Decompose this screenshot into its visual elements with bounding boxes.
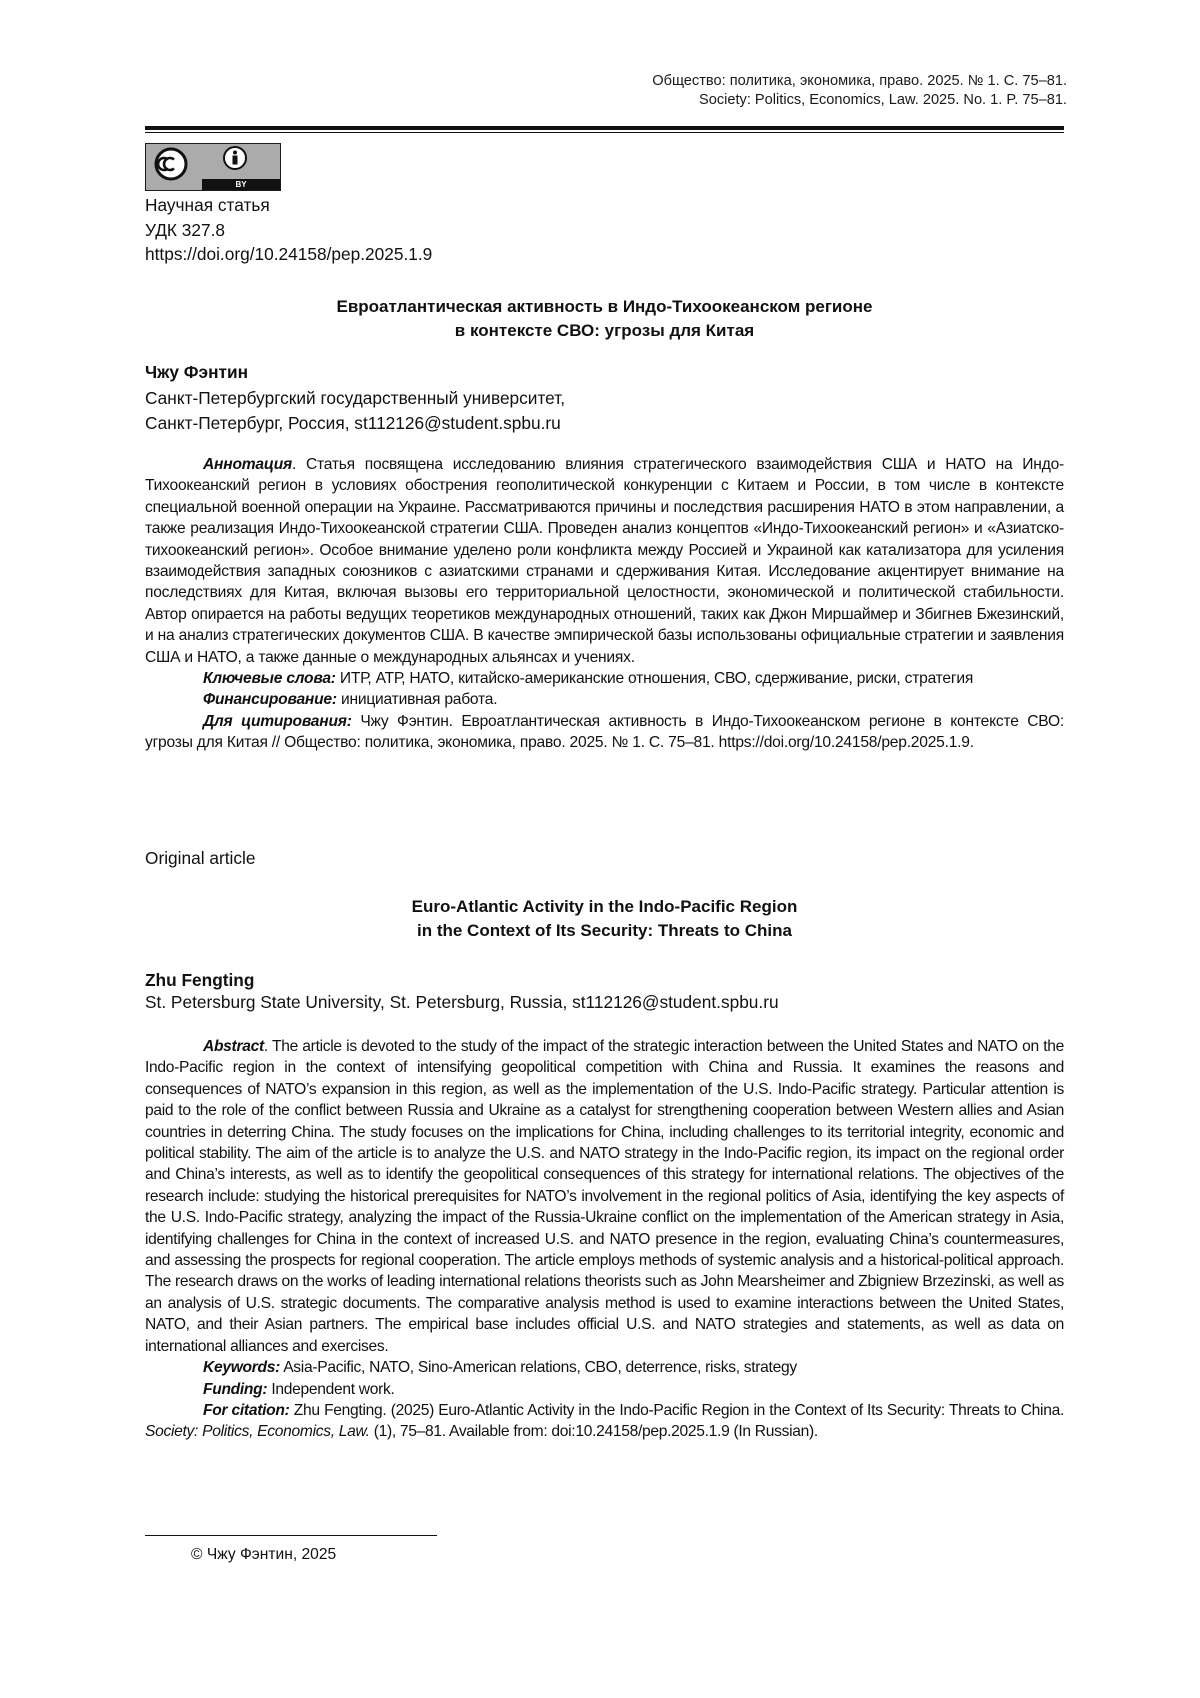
affiliation-ru-line1: Санкт-Петербургский государственный университет, xyxy=(145,388,566,408)
funding-ru-label: Финансирование: xyxy=(203,691,337,709)
keywords-ru-label: Ключевые слова: xyxy=(203,670,336,688)
header-rule-thin xyxy=(145,132,1064,133)
funding-en-label: Funding: xyxy=(203,1380,268,1398)
running-header xyxy=(652,72,1067,110)
keywords-en xyxy=(145,1357,1064,1378)
citation-en xyxy=(145,1400,1064,1443)
cc-icon xyxy=(146,144,282,181)
article-meta xyxy=(145,193,432,267)
by-label: BY xyxy=(202,179,280,190)
title-en-line2: in the Context of Its Security: Threats to China xyxy=(417,920,792,940)
article-type: Научная статья xyxy=(145,195,270,215)
abstract-ru-block xyxy=(145,454,1064,754)
footnote-rule xyxy=(145,1535,437,1536)
citation-ru xyxy=(145,711,1064,754)
citation-en-label: For citation: xyxy=(203,1401,290,1419)
citation-ru-label: Для цитирования: xyxy=(203,712,352,730)
funding-ru xyxy=(145,689,1064,710)
citation-en-text-b: (1), 75–81. Available from: doi:10.24158/pep.2025.1.9 (In Russian). xyxy=(369,1423,818,1441)
affiliation-en-line: St. Petersburg State University, St. Petersburg, Russia, st112126@student.spbu.ru xyxy=(145,992,779,1012)
title-ru-line1: Евроатлантическая активность в Индо-Тихоокеанском регионе xyxy=(336,297,873,316)
keywords-ru-text: ИТР, АТР, НАТО, китайско-американские отношения, СВО, сдерживание, риски, стратегия xyxy=(335,670,974,688)
header-rule-thick xyxy=(145,126,1064,130)
abstract-en-label: Abstract xyxy=(203,1038,264,1055)
funding-en xyxy=(145,1379,1064,1400)
affiliation-en xyxy=(145,990,779,1015)
keywords-en-label: Keywords: xyxy=(203,1359,281,1377)
affiliation-ru xyxy=(145,386,565,435)
journal-line-en: Society: Politics, Economics, Law. 2025. No. 1. P. 75–81. xyxy=(698,92,1067,108)
author-en: Zhu Fengting xyxy=(145,970,255,990)
citation-ru-text: Чжу Фэнтин. Евроатлантическая активность в Индо-Тихоокеанском регионе в контексте СВО: угрозы для Китая // Общество: политика, экономика, право. 2025. № 1. С. 75–81. https://doi.org/10.24158/pep.2025.1.9. xyxy=(145,712,1064,752)
abstract-en-text: . The article is devoted to the study of the impact of the strategic interaction between the United States and NATO on the Indo-Pacific region in the context of intensifying geopolitical competition with China and Russia. It examines the reasons and consequences of NATO’s expansion in this region, as well as the implementation of the U.S. Indo-Pacific strategy. Particular attention is paid to the role of the conflict between Russia and Ukraine as a catalyst for strengthening cooperation between Western allies and Asian countries in deterring China. The study focuses on the implications for China, including challenges to its territorial integrity, economic and political stability. The aim of the article is to analyze the U.S. and NATO strategy in the Indo-Pacific region, its impact on the regional order and China’s interests, as well as to identify the geopolitical consequences of this strategy for international relations. The objectives of the research include: studying the historical prerequisites for NATO’s involvement in the regional politics of Asia, identifying the key aspects of the U.S. Indo-Pacific strategy, analyzing the impact of the Russia-Ukraine conflict on the implementation of the American strategy in Asia, identifying challenges for China in the context of increased U.S. and NATO presence in the region, evaluating China’s countermeasures, and assessing the prospects for regional cooperation. The article employs methods of systemic analysis and a historical-political approach. The research draws on the works of leading international relations theorists such as John Mearsheimer and Zbigniew Brzezinski, as well as an analysis of U.S. strategic documents. The comparative analysis method is used to examine interactions between the United States, NATO, and their Asian partners. The empirical base includes official U.S. and NATO strategies and statements, as well as data on international alliances and exercises. xyxy=(145,1038,1064,1355)
citation-en-journal: Society: Politics, Economics, Law. xyxy=(145,1423,370,1441)
keywords-en-text: Asia-Pacific, NATO, Sino-American relations, CBO, deterrence, risks, strategy xyxy=(280,1359,797,1377)
abstract-en-block xyxy=(145,1036,1064,1443)
copyright-footnote: © Чжу Фэнтин, 2025 xyxy=(191,1546,337,1563)
citation-en-text-a: Zhu Fengting. (2025) Euro-Atlantic Activity in the Indo-Pacific Region in the Context of Its Security: Threats to China. xyxy=(289,1401,1064,1419)
title-en-line1: Euro-Atlantic Activity in the Indo-Pacific Region xyxy=(411,897,798,916)
title-ru-line2: в контексте СВО: угрозы для Китая xyxy=(454,320,755,340)
title-ru xyxy=(145,295,1064,342)
funding-en-text: Independent work. xyxy=(267,1380,395,1398)
abstract-ru xyxy=(145,454,1064,668)
journal-line-ru: Общество: политика, экономика, право. 2025. № 1. С. 75–81. xyxy=(652,73,1067,89)
keywords-ru xyxy=(145,668,1064,689)
abstract-ru-text: . Статья посвящена исследованию влияния стратегического взаимодействия США и НАТО на Индо-Тихоокеанский регион в условиях обострения геополитической конкуренции с Китаем и России, в том числе в контексте специальной военной операции на Украине. Рассматриваются причины и последствия расширения НАТО в этом направлении, а также реализация Индо-Тихоокеанской стратегии США. Проведен анализ концептов «Индо-Тихоокеанский регион» и «Азиатско-тихоокеанский регион». Особое внимание уделено роли конфликта между Россией и Украиной как катализатора для усиления взаимодействия западных союзников с азиатскими странами и сдерживания Китая. Исследование акцентирует внимание на последствиях для Китая, включая вызовы его территориальной целостности, экономической и политической стабильности. Автор опирается на работы ведущих теоретиков международных отношений, таких как Джон Миршаймер и Збигнев Бжезинский, и на анализ стратегических документов США. В качестве эмпирической базы использованы официальные стратегии и заявления США и НАТО, а также данные о международных альянсах и учениях. xyxy=(145,456,1064,666)
title-en xyxy=(145,895,1064,942)
original-article-label: Original article xyxy=(145,848,256,868)
cc-by-license-icon xyxy=(145,143,281,191)
author-ru: Чжу Фэнтин xyxy=(145,362,249,382)
abstract-ru-label: Аннотация xyxy=(203,456,292,473)
abstract-en xyxy=(145,1036,1064,1357)
funding-ru-text: инициативная работа. xyxy=(336,691,498,709)
affiliation-ru-line2: Санкт-Петербург, Россия, st112126@student.spbu.ru xyxy=(145,412,561,433)
udk-code: УДК 327.8 xyxy=(145,219,226,240)
doi-link[interactable]: https://doi.org/10.24158/pep.2025.1.9 xyxy=(145,244,433,264)
